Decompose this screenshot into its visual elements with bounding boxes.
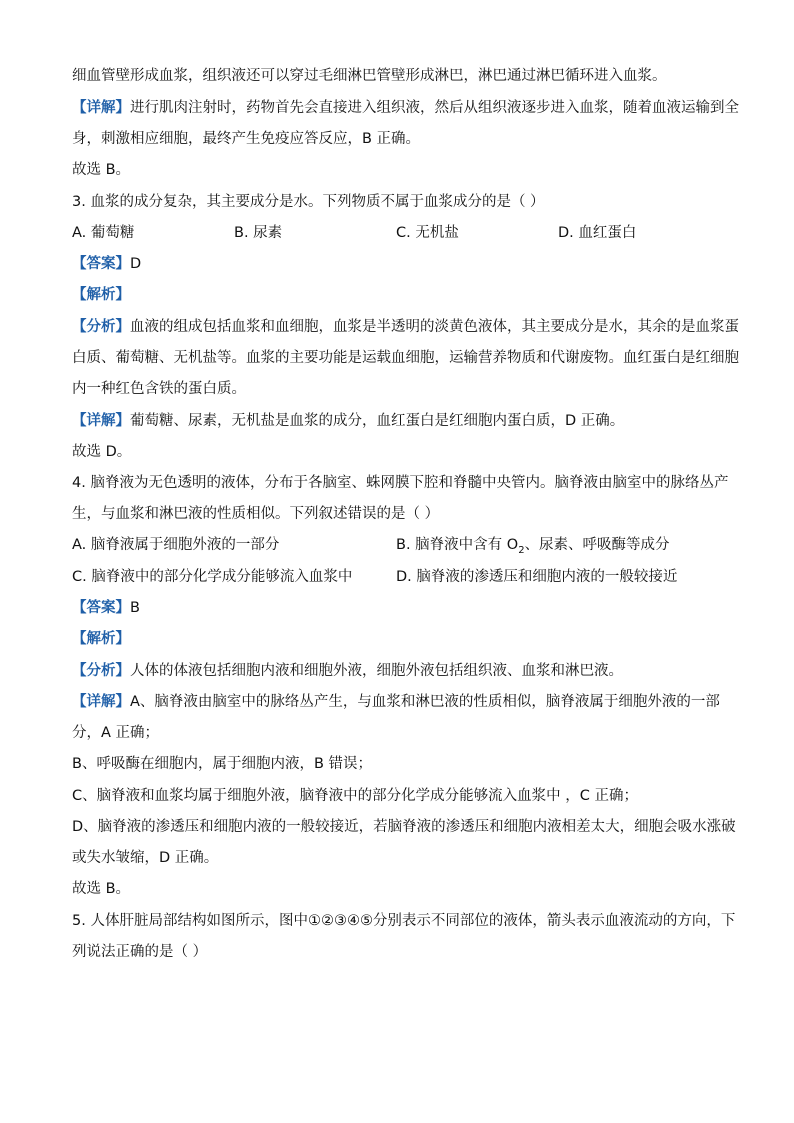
question-4-stem: 4. 脑脊液为无色透明的液体，分布于各脑室、蛛网膜下腔和脊髓中央管内。脑脊液由脑室中的脉络丛产	[72, 475, 729, 491]
q4-analysis-heading	[72, 629, 130, 649]
q4-option-c: C. 脑脊液中的部分化学成分能够流入血浆中	[72, 569, 353, 585]
text-line: 细血管壁形成血浆，组织液还可以穿过毛细淋巴管壁形成淋巴，淋巴通过淋巴循环进入血浆。	[72, 68, 667, 84]
fenxi-text: 人体的体液包括细胞内液和细胞外液，细胞外液包括组织液、血浆和淋巴液。	[130, 663, 623, 679]
answer-tag: 【答案】	[72, 600, 130, 616]
fenxi-tag: 【分析】	[72, 319, 130, 335]
detail-text: 进行肌肉注射时，药物首先会直接进入组织液，然后从组织液逐步进入血浆，随着血液运输到全	[130, 100, 739, 116]
analysis-tag: 【解析】	[72, 631, 130, 647]
detail-text: A、脑脊液由脑室中的脉络丛产生，与血浆和淋巴液的性质相似，脑脊液属于细胞外液的一部	[130, 694, 720, 710]
q4-option-d: D. 脑脊液的渗透压和细胞内液的一般较接近	[396, 569, 678, 585]
q3-option-d: D. 血红蛋白	[558, 225, 637, 241]
q3-fenxi-line	[72, 317, 739, 337]
detail-tag: 【详解】	[72, 100, 130, 116]
question-5-stem: 5. 人体肝脏局部结构如图所示，图中①②③④⑤分别表示不同部位的液体，箭头表示血液流动的方向，下	[72, 913, 736, 929]
detail-tag: 【详解】	[72, 413, 130, 429]
conclusion-line: 故选 B。	[72, 162, 131, 178]
text-line: 身，刺激相应细胞，最终产生免疫应答反应，B 正确。	[72, 131, 421, 147]
text-line: B、呼吸酶在细胞内，属于细胞内液，B 错误；	[72, 756, 373, 772]
q4-detail-line	[72, 692, 720, 712]
q4-option-b-sub: 2	[518, 544, 525, 556]
text-line: 白质、葡萄糖、无机盐等。血浆的主要功能是运载血细胞，运输营养物质和代谢废物。血红蛋白是红细胞	[72, 350, 739, 366]
q4-option-b	[396, 535, 670, 561]
q3-answer	[72, 254, 141, 274]
q3-analysis-heading	[72, 285, 130, 305]
q4-option-a: A. 脑脊液属于细胞外液的一部分	[72, 537, 280, 553]
text-line: 内一种红色含铁的蛋白质。	[72, 381, 246, 397]
q4-answer	[72, 598, 140, 618]
answer-value: B	[130, 600, 140, 616]
q3-detail-line	[72, 411, 624, 431]
fenxi-tag: 【分析】	[72, 663, 130, 679]
fenxi-text: 血液的组成包括血浆和血细胞，血浆是半透明的淡黄色液体，其主要成分是水，其余的是血浆蛋	[130, 319, 739, 335]
answer-value: D	[130, 256, 142, 272]
q3-option-a: A. 葡萄糖	[72, 225, 135, 241]
q3-option-c: C. 无机盐	[396, 225, 459, 241]
question-5-stem-cont: 列说法正确的是（ ）	[72, 944, 208, 960]
q4-option-b-pre: B. 脑脊液中含有 O	[396, 537, 519, 553]
question-4-stem-cont: 生，与血浆和淋巴液的性质相似。下列叙述错误的是（ ）	[72, 506, 440, 522]
conclusion-line: 故选 D。	[72, 444, 132, 460]
text-line: 或失水皱缩，D 正确。	[72, 850, 219, 866]
q3-option-b: B. 尿素	[234, 225, 283, 241]
detail-line	[72, 98, 739, 118]
detail-text: 葡萄糖、尿素，无机盐是血浆的成分，血红蛋白是红细胞内蛋白质，D 正确。	[130, 413, 625, 429]
answer-tag: 【答案】	[72, 256, 130, 272]
question-3-stem: 3. 血浆的成分复杂，其主要成分是水。下列物质不属于血浆成分的是（ ）	[72, 194, 545, 210]
conclusion-line: 故选 B。	[72, 881, 131, 897]
text-line: C、脑脊液和血浆均属于细胞外液，脑脊液中的部分化学成分能够流入血浆中 ，C 正确；	[72, 788, 638, 804]
q4-option-b-post: 、尿素、呼吸酶等成分	[524, 537, 670, 553]
analysis-tag: 【解析】	[72, 287, 130, 303]
text-line: 分，A 正确；	[72, 725, 160, 741]
q4-fenxi-line	[72, 661, 623, 681]
detail-tag: 【详解】	[72, 694, 130, 710]
text-line: D、脑脊液的渗透压和细胞内液的一般较接近，若脑脊液的渗透压和细胞内液相差太大，细胞会吸水涨破	[72, 819, 736, 835]
